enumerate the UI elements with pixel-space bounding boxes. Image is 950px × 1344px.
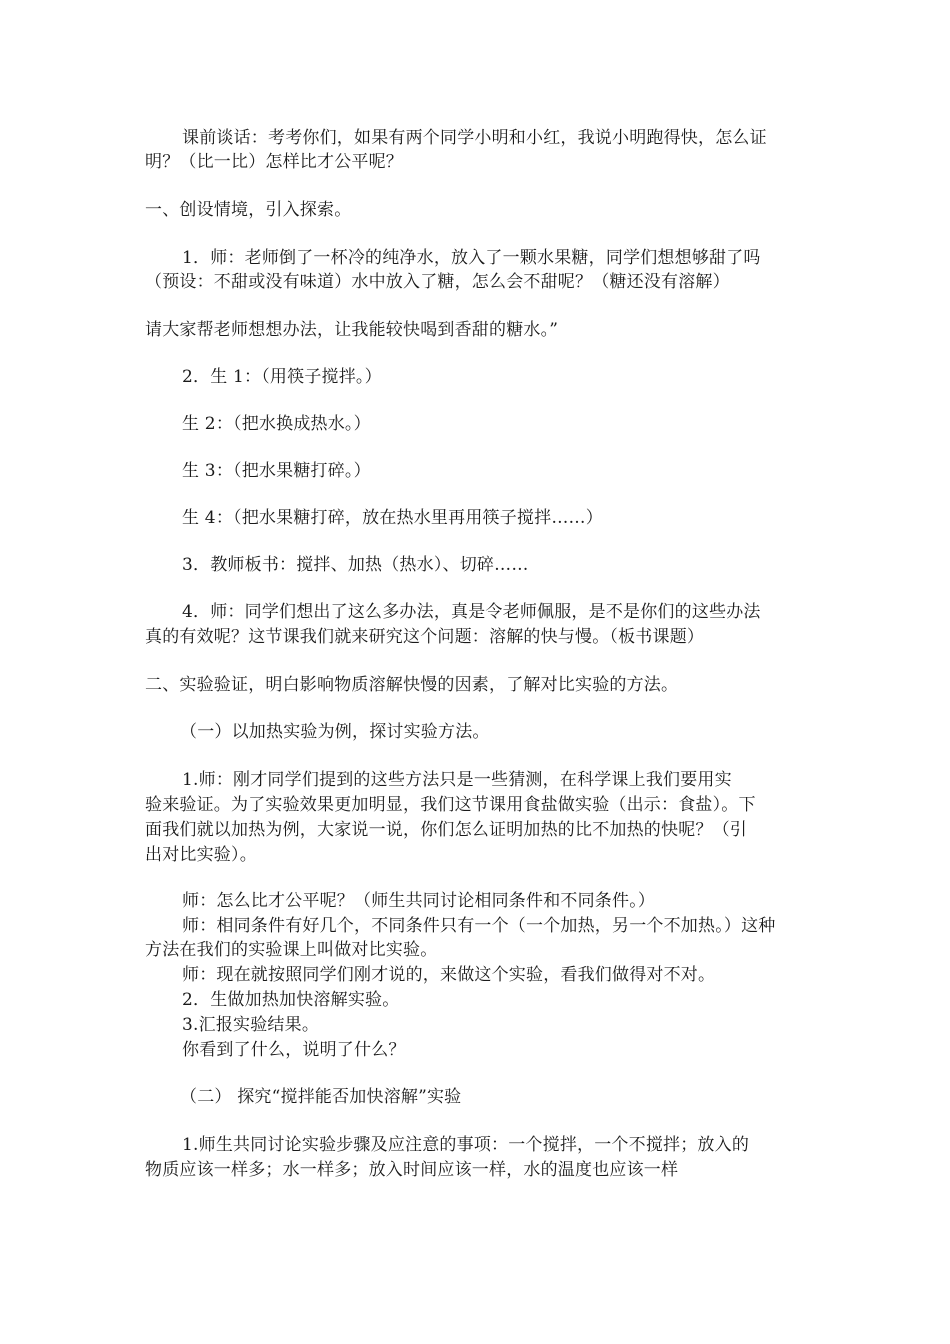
text-line: 1.师：刚才同学们提到的这些方法只是一些猜测，在科学课上我们要用实 — [182, 770, 732, 790]
text-line: 真的有效呢？这节课我们就来研究这个问题：溶解的快与慢。（板书课题） — [145, 627, 705, 647]
text-line: 面我们就以加热为例，大家说一说，你们怎么证明加热的比不加热的快呢？（引 — [145, 820, 747, 840]
text-line: 3.汇报实验结果。 — [182, 1015, 320, 1035]
text-line: （预设：不甜或没有味道）水中放入了糖，怎么会不甜呢？（糖还没有溶解） — [145, 272, 730, 292]
text-line: 出对比实验）。 — [145, 845, 257, 865]
text-line: 4．师：同学们想出了这么多办法，真是令老师佩服，是不是你们的这些办法 — [182, 602, 761, 622]
text-line: 生 2：（把水换成热水。） — [182, 414, 371, 434]
text-line: 课前谈话：考考你们，如果有两个同学小明和小红，我说小明跑得快，怎么证 — [182, 128, 767, 148]
text-line: 你看到了什么，说明了什么？ — [182, 1040, 406, 1060]
text-line: 1.师生共同讨论实验步骤及应注意的事项：一个搅拌，一个不搅拌；放入的 — [182, 1135, 750, 1155]
subsection-heading: （一）以加热实验为例，探讨实验方法。 — [180, 722, 490, 742]
text-line: 请大家帮老师想想办法，让我能较快喝到香甜的糖水。” — [145, 320, 559, 340]
text-line: 验来验证。为了实验效果更加明显，我们这节课用食盐做实验（出示：食盐）。下 — [145, 795, 756, 815]
text-line: 2．生做加热加快溶解实验。 — [182, 990, 400, 1010]
text-line: 师：现在就按照同学们刚才说的，来做这个实验，看我们做得对不对。 — [182, 965, 716, 985]
text-line: 1．师：老师倒了一杯冷的纯净水，放入了一颗水果糖，同学们想想够甜了吗 — [182, 248, 761, 268]
text-line: 明？（比一比）怎样比才公平呢？ — [145, 152, 403, 172]
text-line: 方法在我们的实验课上叫做对比实验。 — [145, 940, 438, 960]
section-heading: 一、创设情境，引入探索。 — [145, 200, 352, 220]
subsection-heading: （二） 探究“搅拌能否加快溶解”实验 — [180, 1087, 462, 1107]
text-line: 生 3：（把水果糖打碎。） — [182, 461, 371, 481]
text-line: 物质应该一样多；水一样多；放入时间应该一样，水的温度也应该一样 — [145, 1160, 679, 1180]
text-line: 师：相同条件有好几个，不同条件只有一个（一个加热，另一个不加热。）这种 — [182, 916, 776, 936]
text-line: 师：怎么比才公平呢？（师生共同讨论相同条件和不同条件。） — [182, 891, 656, 911]
text-line: 3．教师板书：搅拌、加热（热水）、切碎…… — [182, 555, 529, 575]
text-line: 生 4：（把水果糖打碎，放在热水里再用筷子搅拌……） — [182, 508, 603, 528]
text-line: 2．生 1：（用筷子搅拌。） — [182, 367, 382, 387]
section-heading: 二、实验验证，明白影响物质溶解快慢的因素，了解对比实验的方法。 — [145, 675, 679, 695]
